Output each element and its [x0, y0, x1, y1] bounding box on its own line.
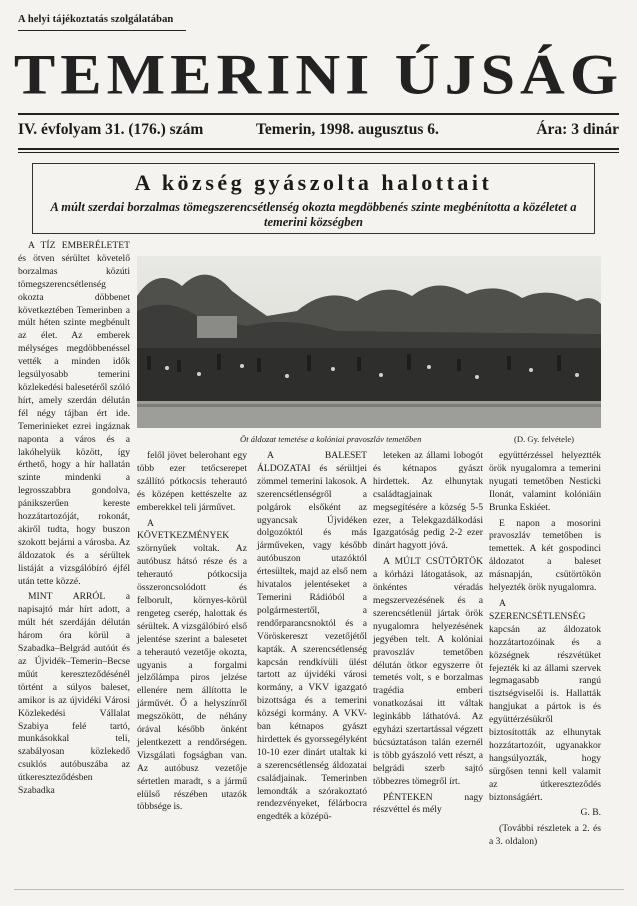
place-date: Temerin, 1998. augusztus 6. [256, 121, 439, 138]
photo-caption: Öt áldozat temetése a kolóniai pravoszláv temetőben [240, 434, 422, 444]
photo-credit: (D. Gy. felvétele) [514, 434, 575, 444]
paragraph: A TÍZ EMBERÉLETET és ötven sérültet követelő borzalmas közúti tömegszerencsétlenség okozta döbbenet következtében Temerinben a múlt héten szinte megbénult az élet. Az emberek mélységes megdöbbenéssel vették a minden idők legsúlyosabb temerini közlekedési balesetéről szóló hírt, amely szerdán délután fél négy tájban ért ide. Temerinieket ezrei ingáznak naponta a város és a lakóhelyük között, így érthető, hogy a hír hallatán szinte mindenki a legrosszabbra gondolva, pánikszerűen kereste hozzátartozóját, rokonát, akiről tudta, hogy buszon szokott bejárni a városba. Az áldozatok és a sérültek listáját a vizsgálóbíró éjfél után tette közzé. [18, 240, 130, 587]
page-bottom-rule [14, 889, 624, 890]
paragraph: PÉNTEKEN nagy részvéttel és mély [373, 791, 483, 816]
volume-number: IV. évfolyam 31. (176.) szám [18, 121, 204, 138]
article-column-1 [18, 240, 130, 801]
tagline: A helyi tájékoztatás szolgálatában [18, 14, 174, 25]
paragraph: felől jövet belerohant egy több ezer tetőcserepet szállító pótkocsis teherautó és középen kettészelte az emberekkel teli járművet. [137, 450, 247, 513]
tagline-underline [18, 30, 186, 31]
paragraph: A MÚLT CSÜTÖRTÖK a kórházi látogatások, az önkéntes véradás megszervezésének és a szerencsétlenül jártak örök nyugalomra helyezésének jegyében telt. A kolóniai pravoszláv temetőben délután ötkor egyszerre öt temetés volt, s e borzalmas tragédia emberi vonatkozásai itt váltak leginkább láthatóvá. Az egyházi szertartással végzett búcsúztatáson talán ezernél is több gyászoló vett részt, a belgrádi szerb sajtó többezres tömegről írt. [373, 556, 483, 787]
masthead-rule-bottom-thin [18, 152, 619, 153]
issue-info-row [18, 121, 619, 143]
newspaper-title: TEMERINI ÚJSÁG [13, 43, 624, 107]
continuation-note: (További részletek a 2. és a 3. oldalon) [489, 823, 601, 848]
article-column-4 [373, 450, 483, 820]
masthead-rule-bottom [18, 148, 619, 150]
paragraph: leteken az állami lobogót és kétnapos gyászt hirdettek. Az elhunytak családtagjainak megsegítésére a község 5-5 ezer, a Telekgazdálkodási Igazgatóság pedig 2-2 ezer dinárt hagyott jóvá. [373, 450, 483, 552]
paragraph: A BALESET ÁLDOZATAI és sérültjei zömmel temerini lakosok. A szerencsétlenségről a polgárok elsőként az ugyancsak Újvidéken dolgozóktól és más járműveken, vagy később autóbuszon utazóktól értesültek, majd az első nem hivatalos jelentéseket a Temerini Rádióból a polgármestertől, a rendőrparancsnoktól és a Vöröskereszt vezetőjétől kapták. A szerencsétlenség kapcsán rendkívüli ülést tartott az újvidéki városi kormány, a VKV igazgató bizottsága és a temerini községi kormány. A VKV-ban kétnapos gyászt hirdettek és gyorssegélyként 10-10 ezer dinárt utaltak ki a szerencsétlenség áldozatai családjainak. Temerinben lemondták a szórakoztató rendezvényeket, félárbocra engedték a középü- [257, 450, 367, 823]
article-column-3 [257, 450, 367, 827]
paragraph: A KÖVETKEZMÉNYEK szörnyűek voltak. Az autóbusz hátsó része és a teherautó pótkocsija összeroncsolódott és felborult, környes-körül rengeteg cserép, halottak és sérültek. A vizsgálóbíró első jelentése szerint a balesetet a teherautó vezetője okozta, ugyanis a forgalmi jelzőlámpa piros jelzése ellenére nem állította le járművét. Ő a helyszínről megszökött, de néhány órával később önként jelentkezett a rendőrségen. Vizsgálati fogságban van. Az autóbusz vezetője sértetlen maradt, s a jármű elülső részében utazók többsége is. [137, 517, 247, 813]
author-initials: G. B. [580, 807, 601, 819]
crowd-photo-image [137, 256, 601, 428]
masthead-rule-top [18, 113, 619, 115]
article-column-2 [137, 450, 247, 817]
article-headline: A község gyászolta halottait [134, 170, 493, 195]
article-column-5 [489, 450, 601, 852]
article-subhead: A múlt szerdai borzalmas tömegszerencsétlenség okozta megdöbbenés szinte megbénította a közéletet a temerini községben [50, 200, 577, 229]
paragraph: együttérzéssel helyeztték örök nyugalomra a temerini nyugati temetőben Nesticki Ilonát, valamint kolóniáin Brunka Eskiéet. [489, 450, 601, 513]
paragraph: A SZERENCSÉTLENSÉG kapcsán az áldozatok hozzátartozóinak és a községnek részvétüket fejezték ki az állami szervek legmagasabb rangú tisztségviselői is. Hallatták hangjukat a pártok is és együttérzésükről biztosították az elhunytak hozzátartozóit, ugyanakkor hangsúlyozták, hogy sürgősen tenni kell valamit az útkereszteződés biztonságáért. [489, 597, 601, 803]
funeral-photo [137, 256, 601, 428]
paragraph: E napon a mosorini pravoszláv temetőben is temettek. A két gospodinci áldozatot a baleset másnapján, csütörtökön helyezték örök nyugalomra. [489, 517, 601, 594]
paragraph: MINT ARRÓL a napisajtó már hírt adott, a múlt hét szerdáján délután három óra körül a Szabadka–Belgrád autóút és az Újvidék–Temerin–Becse műút kereszteződésénél történt a súlyos baleset, amikor is az újvidéki Városi Közlekedési Vállalat Szabiya felé tartó, munkásokkal teli, szabályosan közlekedő csuklós autóbuszába az útkereszteződésben Szabadka [18, 591, 130, 797]
price: Ára: 3 dinár [536, 121, 619, 138]
